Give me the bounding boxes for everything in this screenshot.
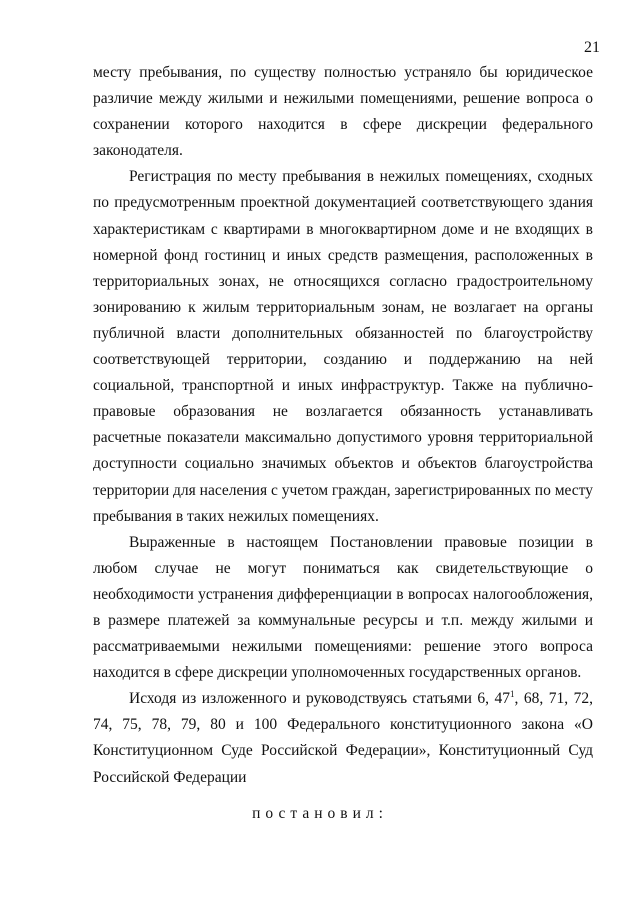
page-number: 21	[584, 39, 600, 56]
document-body	[93, 60, 593, 791]
grounds-text-end: , 68, 71, 72, 74, 75, 78, 79, 80 и 100 Федерального конституционного закона «О Конституционном Суде Российской Федерации», Конституционный Суд Российской Федерации	[93, 690, 594, 786]
grounds-text-start: Исходя из изложенного и руководствуясь статьями 6, 47	[129, 690, 511, 708]
paragraph-grounds	[93, 686, 593, 790]
paragraph-legal-positions: Выраженные в настоящем Постановлении правовые позиции в любом случае не могут пониматься как свидетельствующие о необходимости устранения дифференциации в вопросах налогообложения, в размере платежей за коммунальные ресурсы и т.п. между жилыми и рассматриваемыми нежилыми помещениями: решение этого вопроса находится в сфере дискреции уполномоченных государственных органов.	[93, 533, 593, 682]
resolution-heading: постановил:	[252, 805, 388, 822]
paragraph-registration: Регистрация по месту пребывания в нежилых помещениях, сходных по предусмотренным проектной документацией соответствующего здания характеристикам с квартирами в многоквартирном доме и не входящих в номерной фонд гостиниц и иных средств размещения, расположенных в территориальных зонах, не относящихся согласно градостроительному зонированию к жилым территориальным зонам, не возлагает на органы публичной власти дополнительных обязанностей по благоустройству соответствующей территории, созданию и поддержанию на ней социальной, транспортной и иных инфраструктур. Также на публично-правовые образования не возлагается обязанность устанавливать расчетные показатели максимально допустимого уровня территориальной доступности социально значимых объектов и объектов благоустройства территории для населения с учетом граждан, зарегистрированных по месту пребывания в таких нежилых помещениях.	[93, 168, 593, 525]
paragraph-continuation: месту пребывания, по существу полностью устраняло бы юридическое различие между жилыми и нежилыми помещениями, решение вопроса о сохранении которого находится в сфере дискреции федерального законодателя.	[93, 64, 593, 160]
article-superscript: 1	[510, 689, 515, 700]
